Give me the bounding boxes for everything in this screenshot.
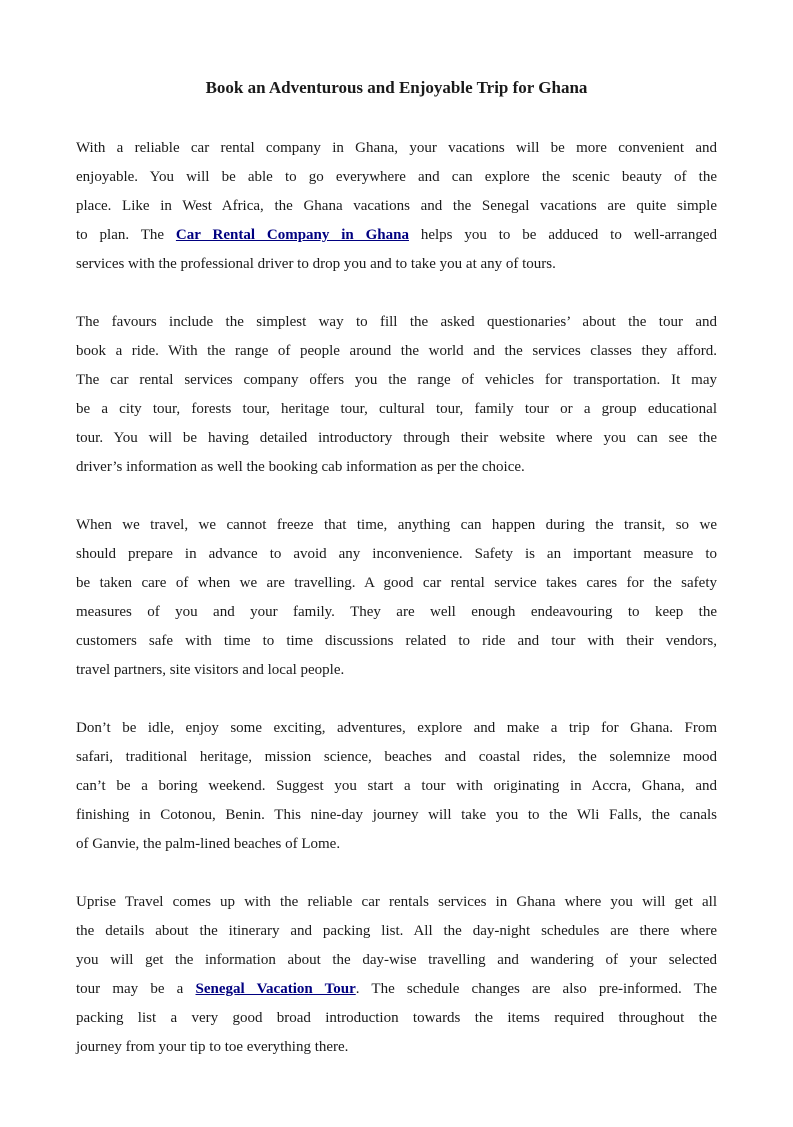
text-line (76, 511, 717, 540)
text-segment: book a ride. With the range of people around the world and the services classes they afford. (76, 343, 717, 359)
text-segment: driver’s information as well the booking cab information as per the choice. (76, 459, 525, 475)
text-segment: tour may be a (76, 981, 196, 997)
text-segment: safari, traditional heritage, mission science, beaches and coastal rides, the solemnize mood (76, 749, 717, 765)
text-line (76, 714, 717, 743)
text-segment: the details about the itinerary and packing list. All the day-night schedules are there where (76, 923, 717, 939)
text-segment: be a city tour, forests tour, heritage tour, cultural tour, family tour or a group educational (76, 401, 717, 417)
text-segment: When we travel, we cannot freeze that time, anything can happen during the transit, so we (76, 517, 717, 533)
text-segment: finishing in Cotonou, Benin. This nine-day journey will take you to the Wli Falls, the canals (76, 807, 717, 823)
text-line (76, 1004, 717, 1033)
text-line (76, 975, 717, 1004)
paragraph (76, 134, 717, 279)
text-segment: can’t be a boring weekend. Suggest you start a tour with originating in Accra, Ghana, and (76, 778, 717, 794)
text-segment: measures of you and your family. They are well enough endeavouring to keep the (76, 604, 717, 620)
text-line (76, 163, 717, 192)
text-segment: helps you to be adduced to well-arranged (408, 227, 717, 243)
hyperlink[interactable]: Senegal Vacation Tour (195, 981, 356, 997)
text-line (76, 424, 717, 453)
text-line (76, 627, 717, 656)
text-line (76, 366, 717, 395)
text-segment: place. Like in West Africa, the Ghana vacations and the Senegal vacations are quite simple (76, 198, 717, 214)
text-segment: Don’t be idle, enjoy some exciting, adventures, explore and make a trip for Ghana. From (76, 720, 717, 736)
text-segment: . The schedule changes are also pre-informed. The (355, 981, 717, 997)
text-segment: of Ganvie, the palm-lined beaches of Lome. (76, 836, 341, 852)
text-line (76, 192, 717, 221)
text-line (76, 337, 717, 366)
paragraph (76, 511, 717, 685)
text-segment: to plan. The (76, 227, 176, 243)
text-segment: The favours include the simplest way to fill the asked questionaries’ about the tour and (76, 314, 717, 330)
text-line (76, 308, 717, 337)
paragraph (76, 888, 717, 1062)
text-line (76, 540, 717, 569)
paragraph (76, 308, 717, 482)
text-line (76, 830, 717, 859)
text-line (76, 453, 717, 482)
paragraph (76, 714, 717, 859)
text-segment: customers safe with time to time discussions related to ride and tour with their vendors, (76, 633, 717, 649)
hyperlink[interactable]: Car Rental Company in Ghana (175, 227, 409, 243)
text-segment: you will get the information about the day-wise travelling and wandering of your selected (76, 952, 717, 968)
text-segment: journey from your tip to toe everything there. (76, 1039, 349, 1055)
document-body (76, 134, 717, 1062)
text-segment: should prepare in advance to avoid any inconvenience. Safety is an important measure to (76, 546, 717, 562)
text-line (76, 134, 717, 163)
text-segment: travel partners, site visitors and local people. (76, 662, 345, 678)
text-segment: packing list a very good broad introduction towards the items required throughout the (76, 1010, 717, 1026)
text-segment: With a reliable car rental company in Ghana, your vacations will be more convenient and (76, 140, 717, 156)
text-line (76, 888, 717, 917)
text-line (76, 743, 717, 772)
text-line (76, 598, 717, 627)
text-line (76, 656, 717, 685)
text-line (76, 801, 717, 830)
text-segment: The car rental services company offers you the range of vehicles for transportation. It may (76, 372, 717, 388)
text-line (76, 569, 717, 598)
text-line (76, 1033, 717, 1062)
text-line (76, 250, 717, 279)
text-segment: tour. You will be having detailed introductory through their website where you can see the (76, 430, 717, 446)
text-segment: services with the professional driver to drop you and to take you at any of tours. (76, 256, 556, 272)
text-segment: Uprise Travel comes up with the reliable car rentals services in Ghana where you will get all (76, 894, 717, 910)
text-line (76, 917, 717, 946)
text-line (76, 772, 717, 801)
text-segment: enjoyable. You will be able to go everywhere and can explore the scenic beauty of the (76, 169, 717, 185)
text-line (76, 946, 717, 975)
document-title: Book an Adventurous and Enjoyable Trip for Ghana (205, 78, 588, 97)
text-line (76, 395, 717, 424)
text-line (76, 221, 717, 250)
text-segment: be taken care of when we are travelling. A good car rental service takes cares for the safety (76, 575, 717, 591)
